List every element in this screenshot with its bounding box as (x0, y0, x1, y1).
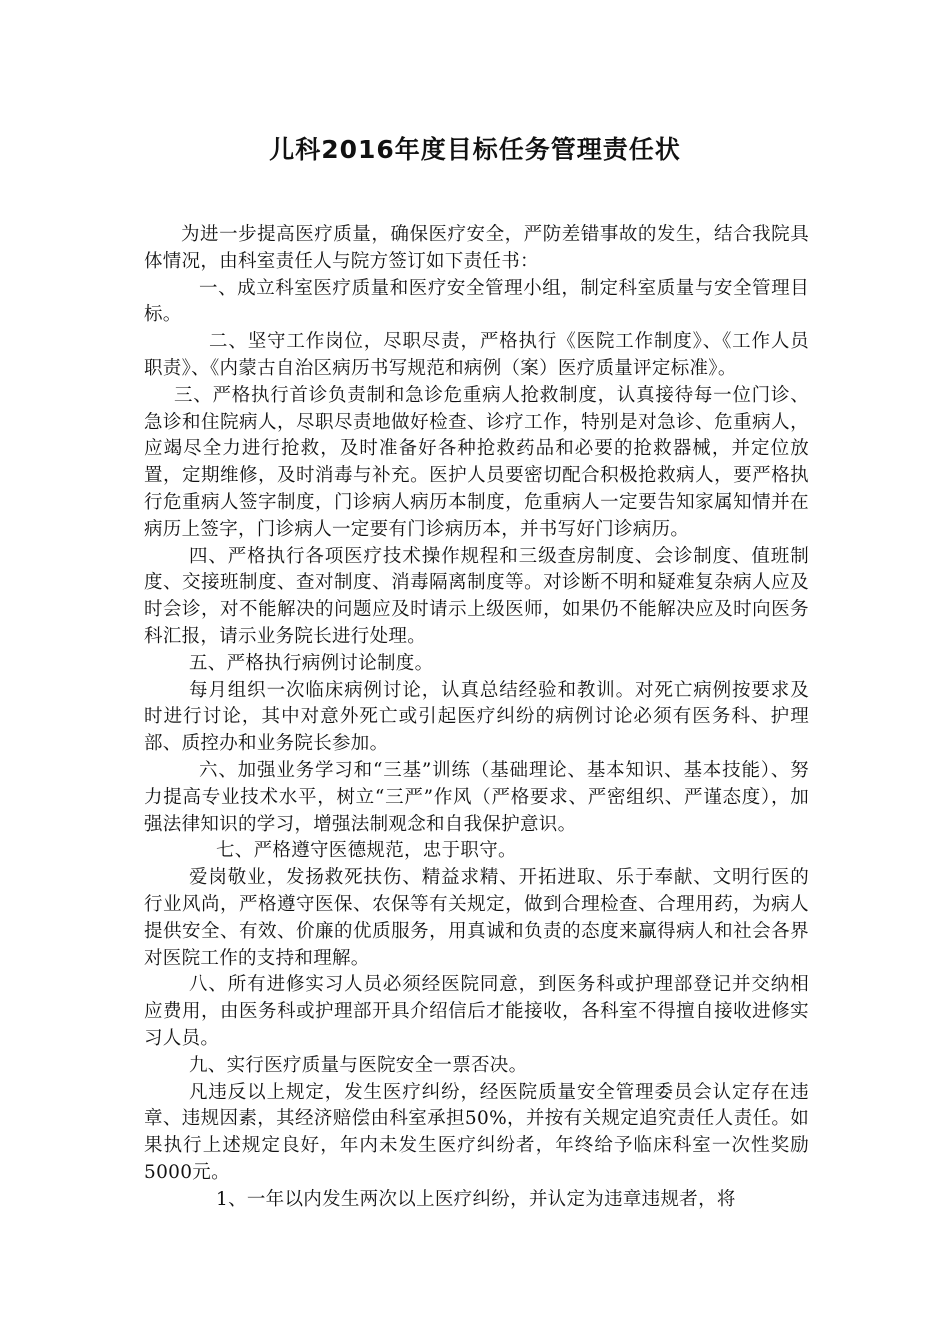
paragraph-item-5: 五、严格执行病例讨论制度。 (189, 652, 434, 674)
paragraph-item-7-detail: 爱岗敬业，发扬救死扶伤、精益求精、开拓进取、乐于奉献、文明行医的行业风尚，严格遵守医保、农保等有关规定，做到合理检查、合理用药，为病人提供安全、有效、价廉的优质服务，用真诚和负责的态度来赢得病人和社会各界对医院工作的支持和理解。 (144, 867, 809, 969)
paragraph-item-5-detail: 每月组织一次临床病例讨论，认真总结经验和教训。对死亡病例按要求及时进行讨论，其中对意外死亡或引起医疗纠纷的病例讨论必须有医务科、护理部、质控办和业务院长参加。 (144, 679, 809, 755)
document-body (144, 222, 809, 1213)
paragraph-item-9-detail: 凡违反以上规定，发生医疗纠纷，经医院质量安全管理委员会认定存在违章、违规因素，其经济赔偿由科室承担50%，并按有关规定追究责任人责任。如果执行上述规定良好，年内未发生医疗纠纷者，年终给予临床科室一次性奖励5000元。 (144, 1081, 809, 1183)
paragraph-item-3: 三、严格执行首诊负责制和急诊危重病人抢救制度，认真接待每一位门诊、急诊和住院病人，尽职尽责地做好检查、诊疗工作，特别是对急诊、危重病人，应竭尽全力进行抢救，及时准备好各种抢救药品和必要的抢救器械，并定位放置，定期维修，及时消毒与补充。医护人员要密切配合积极抢救病人，要严格执行危重病人签字制度，门诊病人病历本制度，危重病人一定要告知家属知情并在病历上签字，门诊病人一定要有门诊病历本，并书写好门诊病历。 (144, 384, 809, 540)
paragraph-item-7: 七、严格遵守医德规范，忠于职守。 (216, 840, 517, 862)
paragraph-item-8: 八、所有进修实习人员必须经医院同意，到医务科或护理部登记并交纳相应费用，由医务科或护理部开具介绍信后才能接收，各科室不得擅自接收进修实习人员。 (144, 974, 809, 1049)
paragraph-item-9: 九、实行医疗质量与医院安全一票否决。 (189, 1054, 528, 1076)
paragraph-intro: 为进一步提高医疗质量，确保医疗安全，严防差错事故的发生，结合我院具体情况，由科室责任人与院方签订如下责任书： (144, 224, 809, 272)
document-title: 儿科2016年度目标任务管理责任状 (269, 135, 681, 164)
paragraph-item-6: 六、加强业务学习和“三基”训练（基础理论、基本知识、基本技能）、努力提高专业技术水平，树立“三严”作风（严格要求、严密组织、严谨态度），加强法律知识的学习，增强法制观念和自我保护意识。 (144, 759, 809, 835)
paragraph-item-2: 二、坚守工作岗位，尽职尽责，严格执行《医院工作制度》、《工作人员职责》、《内蒙古自治区病历书写规范和病例（案）医疗质量评定标准》。 (144, 331, 809, 379)
paragraph-subitem-1: 1、一年以内发生两次以上医疗纠纷，并认定为违章违规者，将 (216, 1188, 736, 1210)
paragraph-item-1: 一、成立科室医疗质量和医疗安全管理小组，制定科室质量与安全管理目标。 (144, 277, 809, 326)
paragraph-item-4: 四、严格执行各项医疗技术操作规程和三级查房制度、会诊制度、值班制度、交接班制度、查对制度、消毒隔离制度等。对诊断不明和疑难复杂病人应及时会诊，对不能解决的问题应及时请示上级医师，如果仍不能解决应及时向医务科汇报，请示业务院长进行处理。 (144, 545, 809, 647)
